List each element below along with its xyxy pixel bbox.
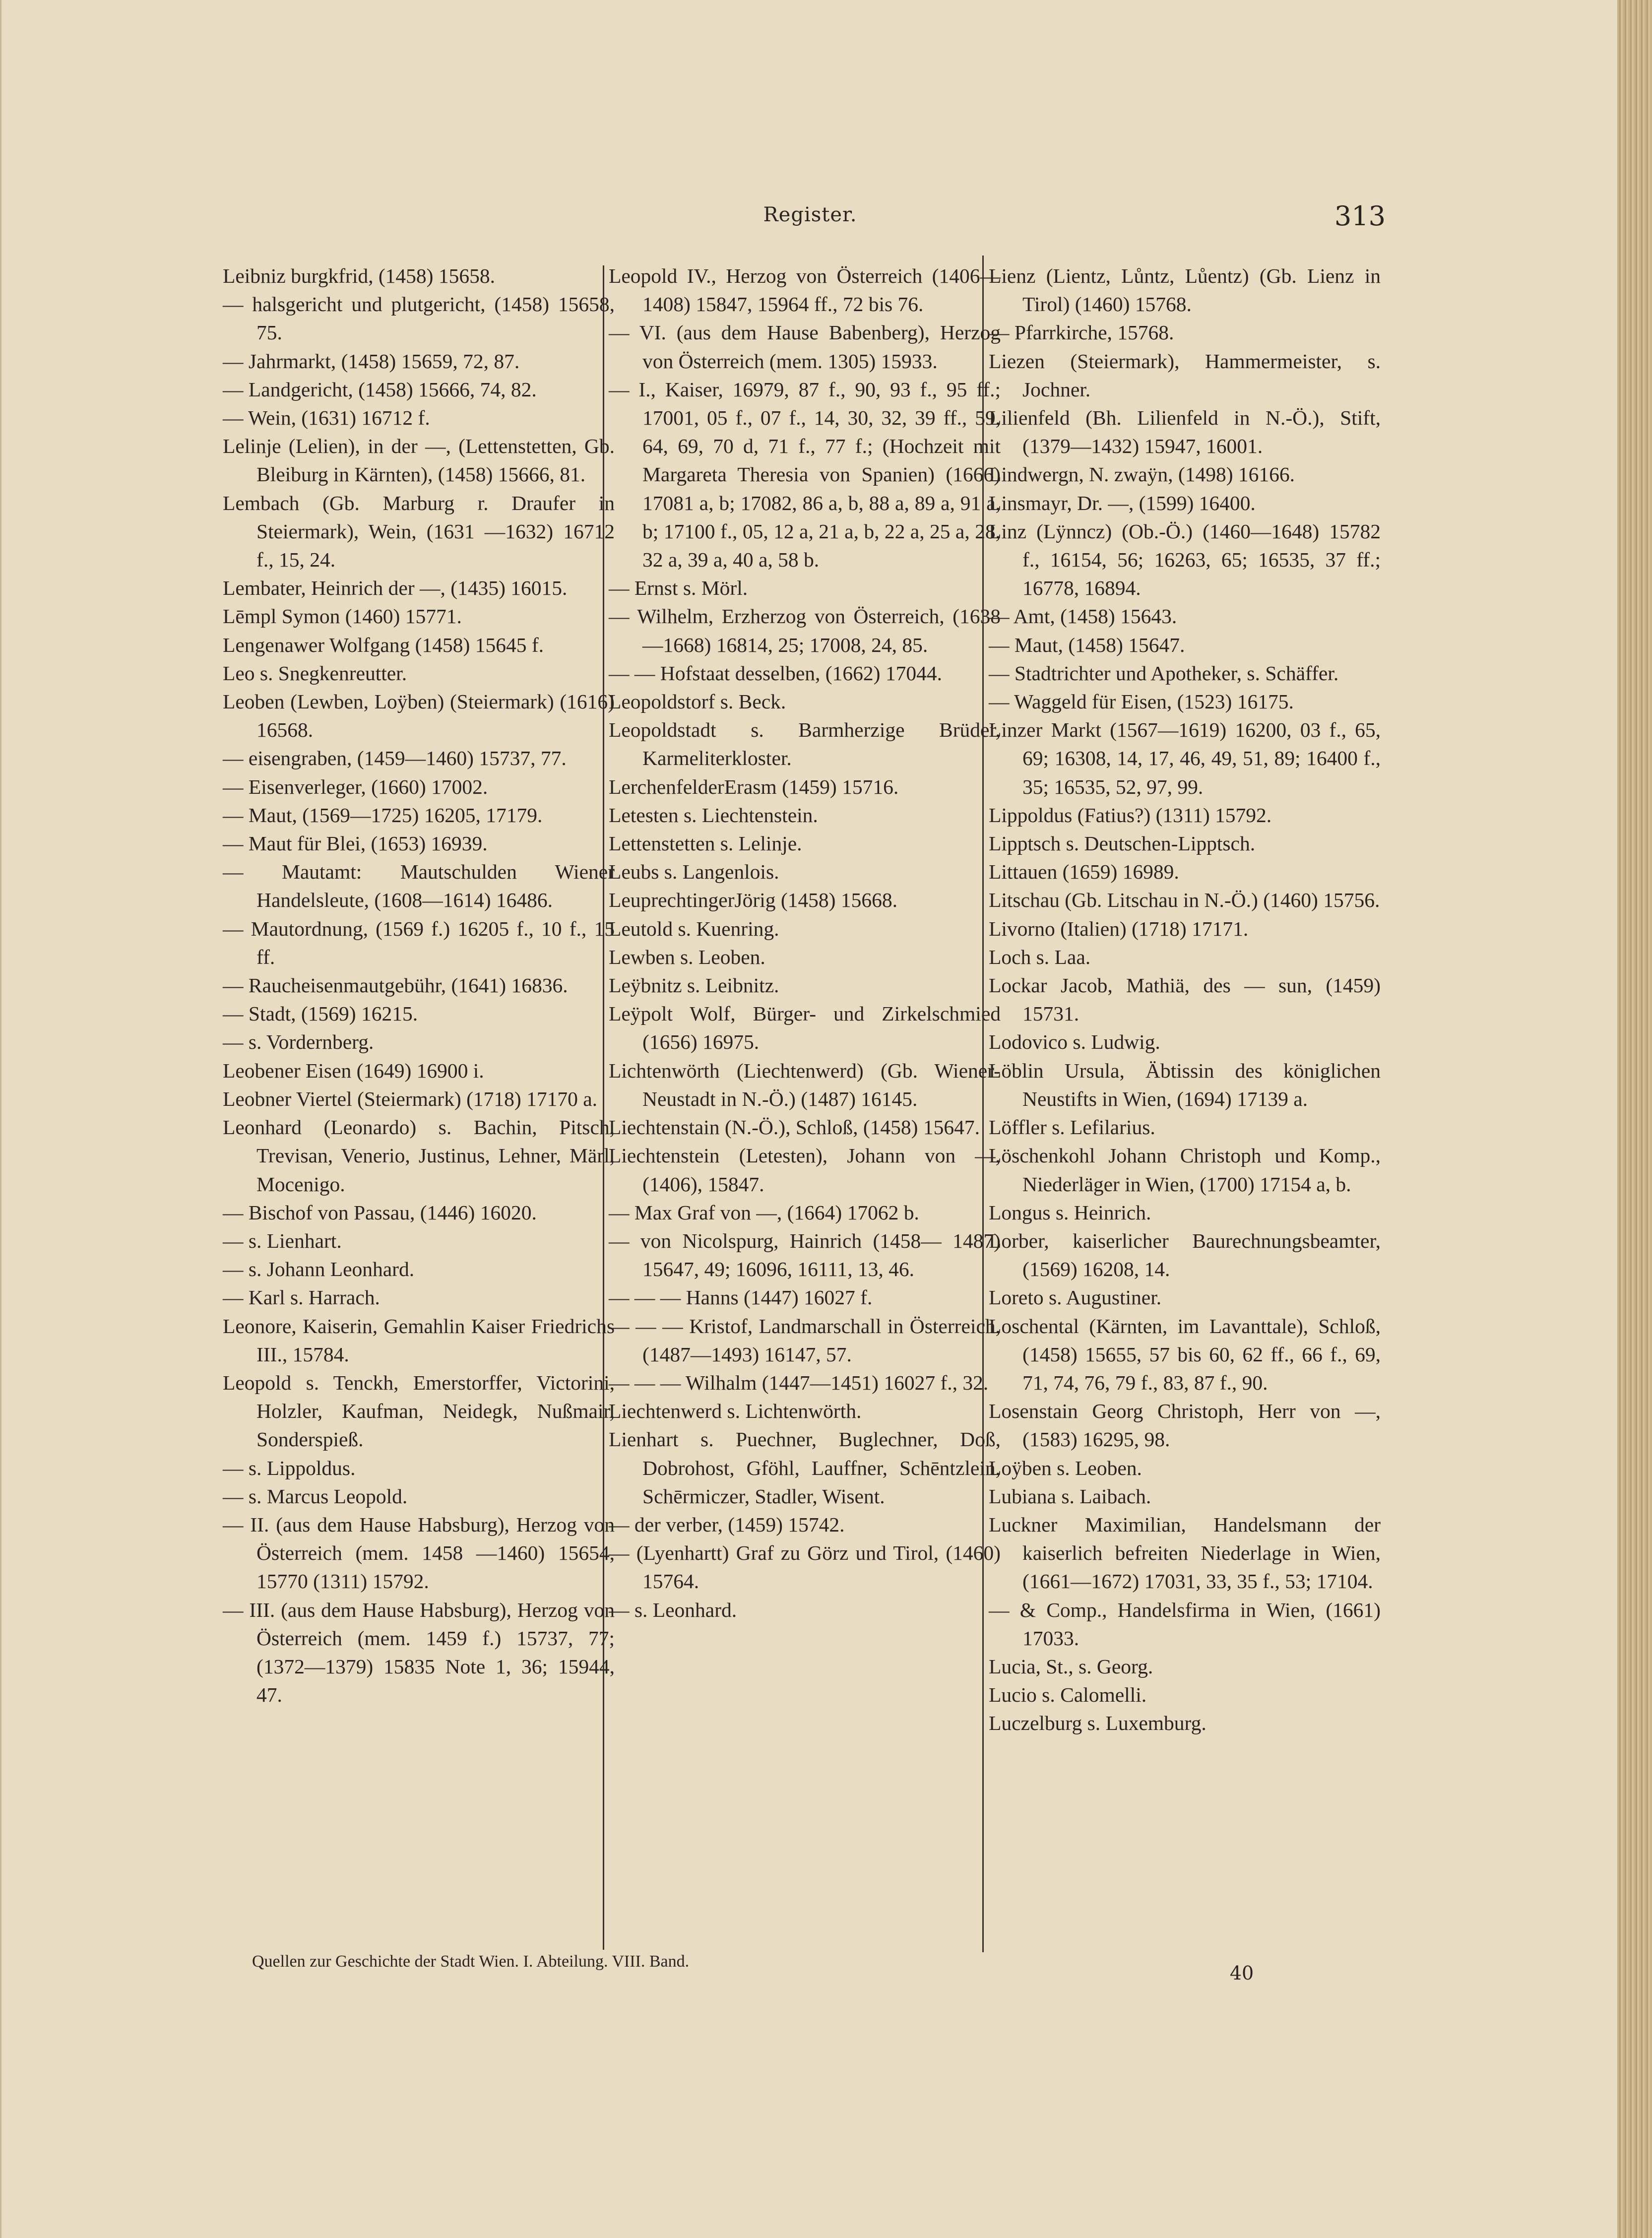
index-entry: — Mautordnung, (1569 f.) 16205 f., 10 f., 15 ff. [223, 917, 615, 968]
index-entry: Leibniz burgkfrid, (1458) 15658. [223, 264, 496, 287]
index-entry: Leÿpolt Wolf, Bürger- und Zirkelschmied (1656) 16975. [609, 1002, 1001, 1054]
index-entry: — Maut für Blei, (1653) 16939. [223, 832, 488, 855]
index-entry: Leopoldstadt s. Barmherzige Brüder, Karmeliterkloster. [609, 718, 1001, 770]
index-entry: Leo s. Snegkenreutter. [223, 661, 407, 685]
index-entry: Luckner Maximilian, Handelsmann der kaiserlich befreiten Niederlage in Wien, (1661—1672) 17031, 33, 35 f., 53; 17104. [989, 1513, 1381, 1593]
index-entry: Lorber, kaiserlicher Baurechnungsbeamter, (1569) 16208, 14. [989, 1229, 1381, 1281]
index-entry: — Raucheisenmautgebühr, (1641) 16836. [223, 974, 568, 997]
index-column-2 [609, 262, 1001, 1624]
footer-signature: 40 [1229, 1962, 1254, 1984]
index-entry: — eisengraben, (1459—1460) 15737, 77. [223, 747, 567, 770]
index-entry: — s. Lippoldus. [223, 1456, 356, 1479]
index-entry: Leoben (Lewben, Loÿben) (Steiermark) (1616) 16568. [223, 690, 615, 742]
index-entry: Leonore, Kaiserin, Gemahlin Kaiser Friedrichs III., 15784. [223, 1314, 615, 1366]
index-entry: Löffler s. Lefilarius. [989, 1116, 1155, 1139]
index-entry: Lucio s. Calomelli. [989, 1683, 1147, 1707]
index-entry: — s. Marcus Leopold. [223, 1484, 408, 1508]
index-entry: Lelinje (Lelien), in der —, (Lettenstetten, Gb. Bleiburg in Kärnten), (1458) 15666, 81. [223, 435, 615, 486]
index-entry: Lucia, St., s. Georg. [989, 1655, 1153, 1678]
index-entry: Leonhard (Leonardo) s. Bachin, Pitsch, Trevisan, Venerio, Justinus, Lehner, Märl, Mocenigo. [223, 1116, 615, 1196]
index-entry: — halsgericht und plutgericht, (1458) 15658, 75. [223, 293, 615, 344]
index-entry: — Waggeld für Eisen, (1523) 16175. [989, 690, 1294, 713]
index-entry: Leopoldstorf s. Beck. [609, 690, 786, 713]
index-entry: — s. Johann Leonhard. [223, 1258, 415, 1281]
index-entry: Lewben s. Leoben. [609, 945, 765, 968]
index-entry: Lubiana s. Laibach. [989, 1484, 1151, 1508]
index-entry: Littauen (1659) 16989. [989, 860, 1179, 884]
index-entry: — Maut, (1569—1725) 16205, 17179. [223, 803, 543, 827]
index-entry: Linzer Markt (1567—1619) 16200, 03 f., 65, 69; 16308, 14, 17, 46, 49, 51, 89; 16400 f., 35; 16535, 52, 97, 99. [989, 718, 1381, 798]
index-entry: — Bischof von Passau, (1446) 16020. [223, 1201, 537, 1224]
index-entry: Lengenawer Wolfgang (1458) 15645 f. [223, 633, 544, 656]
index-entry: — Mautamt: Mautschulden Wiener Handelsleute, (1608—1614) 16486. [223, 860, 615, 912]
index-entry: Liechtenstain (N.-Ö.), Schloß, (1458) 15647. [609, 1116, 980, 1139]
index-entry: Lettenstetten s. Lelinje. [609, 832, 802, 855]
page-edges [1617, 0, 1652, 2238]
index-entry: — der verber, (1459) 15742. [609, 1513, 845, 1536]
index-entry: Löblin Ursula, Äbtissin des königlichen Neustifts in Wien, (1694) 17139 a. [989, 1059, 1381, 1110]
index-entry: — Wilhelm, Erzherzog von Österreich, (1638—1668) 16814, 25; 17008, 24, 85. [609, 605, 1001, 656]
index-entry: Livorno (Italien) (1718) 17171. [989, 917, 1249, 940]
index-column-3 [989, 262, 1381, 1738]
index-entry: Leopold IV., Herzog von Österreich (1406—1408) 15847, 15964 ff., 72 bis 76. [609, 264, 1001, 316]
index-entry: Lembater, Heinrich der —, (1435) 16015. [223, 576, 568, 600]
footer-source-line: Quellen zur Geschichte der Stadt Wien. I. Abteilung. VIII. Band. [252, 1952, 690, 1971]
index-entry: — s. Vordernberg. [223, 1030, 374, 1054]
index-entry: — Amt, (1458) 15643. [989, 605, 1177, 628]
index-entry: — Pfarrkirche, 15768. [989, 321, 1174, 344]
index-entry: — Wein, (1631) 16712 f. [223, 406, 430, 430]
index-entry: — Max Graf von —, (1664) 17062 b. [609, 1201, 919, 1224]
index-entry: Leÿbnitz s. Leibnitz. [609, 974, 779, 997]
index-entry: — Jahrmarkt, (1458) 15659, 72, 87. [223, 349, 520, 373]
index-entry: Leopold s. Tenckh, Emerstorffer, Victorini, Holzler, Kaufman, Neidegk, Nußmair, Sonderspieß. [223, 1371, 615, 1451]
index-entry: Löschenkohl Johann Christoph und Komp., Niederläger in Wien, (1700) 17154 a, b. [989, 1144, 1381, 1196]
index-entry: — s. Lienhart. [223, 1229, 342, 1252]
index-entry: Lodovico s. Ludwig. [989, 1030, 1160, 1054]
index-column-1 [223, 262, 615, 1709]
index-entry: Longus s. Heinrich. [989, 1201, 1151, 1224]
index-entry: Lienhart s. Puechner, Buglechner, Doß, Dobrohost, Gföhl, Lauffner, Schēntzlein, Schērmiczer, Stadler, Wisent. [609, 1428, 1001, 1508]
index-entry: Leubs s. Langenlois. [609, 860, 779, 884]
index-entry: Lipptsch s. Deutschen-Lipptsch. [989, 832, 1256, 855]
index-entry: — (Lyenhartt) Graf zu Görz und Tirol, (1460) 15764. [609, 1541, 1001, 1593]
index-entry: Lichtenwörth (Liechtenwerd) (Gb. Wiener-Neustadt in N.-Ö.) (1487) 16145. [609, 1059, 1001, 1110]
index-entry: Luczelburg s. Luxemburg. [989, 1712, 1207, 1735]
index-entry: Lindwergn, N. zwaÿn, (1498) 16166. [989, 463, 1295, 486]
index-entry: Lienz (Lientz, Lůntz, Lůentz) (Gb. Lienz in Tirol) (1460) 15768. [989, 264, 1381, 316]
index-entry: — Stadtrichter und Apotheker, s. Schäffer. [989, 661, 1339, 685]
index-entry: Lilienfeld (Bh. Lilienfeld in N.-Ö.), Stift, (1379—1432) 15947, 16001. [989, 406, 1381, 458]
index-entry: Liezen (Steiermark), Hammermeister, s. Jochner. [989, 349, 1381, 401]
running-header: Register. [763, 203, 857, 226]
index-entry: — I., Kaiser, 16979, 87 f., 90, 93 f., 95 ff.; 17001, 05 f., 07 f., 14, 30, 32, 39 ff., 59, 64, 69, 70 d, 71 f., 77 f.; (Hochzeit mit Margareta Theresia von Spanien) (1666) 17081 a, b; 17082, 86 a, b, 88 a, 89 a, 91 a, b; 17100 f., 05, 12 a, 21 a, b, 22 a, 25 a, 28, 32 a, 39 a, 40 a, 58 b. [609, 378, 1001, 572]
index-entry: Loreto s. Augustiner. [989, 1286, 1162, 1309]
index-entry: — Landgericht, (1458) 15666, 74, 82. [223, 378, 537, 401]
index-entry: — Karl s. Harrach. [223, 1286, 380, 1309]
index-entry: Leutold s. Kuenring. [609, 917, 779, 940]
index-entry: Leobener Eisen (1649) 16900 i. [223, 1059, 484, 1082]
index-entry: Liechtenwerd s. Lichtenwörth. [609, 1400, 862, 1423]
index-entry: Losenstain Georg Christoph, Herr von —, (1583) 16295, 98. [989, 1400, 1381, 1451]
index-entry: — — — Hanns (1447) 16027 f. [609, 1286, 873, 1309]
index-entry: Lēmpl Symon (1460) 15771. [223, 605, 462, 628]
index-entry: Lippoldus (Fatius?) (1311) 15792. [989, 803, 1272, 827]
index-entry: Linsmayr, Dr. —, (1599) 16400. [989, 491, 1256, 514]
index-entry: Litschau (Gb. Litschau in N.-Ö.) (1460) 15756. [989, 889, 1380, 912]
index-entry: — & Comp., Handelsfirma in Wien, (1661) 17033. [989, 1598, 1381, 1650]
index-entry: — — Hofstaat desselben, (1662) 17044. [609, 661, 942, 685]
index-entry: — Eisenverleger, (1660) 17002. [223, 775, 488, 798]
index-entry: LerchenfelderErasm (1459) 15716. [609, 775, 899, 798]
index-entry: — III. (aus dem Hause Habsburg), Herzog von Österreich (mem. 1459 f.) 15737, 77; (1372—1379) 15835 Note 1, 36; 15944, 47. [223, 1598, 615, 1707]
index-entry: Loschental (Kärnten, im Lavanttale), Schloß, (1458) 15655, 57 bis 60, 62 ff., 66 f., 69, 71, 74, 76, 79 f., 83, 87 f., 90. [989, 1314, 1381, 1394]
index-entry: — — — Wilhalm (1447—1451) 16027 f., 32. [609, 1371, 989, 1394]
page-number: 313 [1334, 200, 1386, 232]
index-entry: Loÿben s. Leoben. [989, 1456, 1142, 1479]
index-entry: Letesten s. Liechtenstein. [609, 803, 818, 827]
index-entry: Loch s. Laa. [989, 945, 1091, 968]
index-entry: Liechtenstein (Letesten), Johann von —, (1406), 15847. [609, 1144, 1001, 1196]
index-entry: — von Nicolspurg, Hainrich (1458— 1487) 15647, 49; 16096, 16111, 13, 46. [609, 1229, 1001, 1281]
index-entry: Linz (Lÿnncz) (Ob.-Ö.) (1460—1648) 15782 f., 16154, 56; 16263, 65; 16535, 37 ff.; 16778, 16894. [989, 519, 1381, 600]
index-entry: LeuprechtingerJörig (1458) 15668. [609, 889, 897, 912]
index-entry: — VI. (aus dem Hause Babenberg), Herzog von Österreich (mem. 1305) 15933. [609, 321, 1001, 373]
index-entry: — Maut, (1458) 15647. [989, 633, 1185, 656]
index-entry: — Ernst s. Mörl. [609, 576, 748, 600]
index-entry: Leobner Viertel (Steiermark) (1718) 17170 a. [223, 1087, 598, 1110]
index-entry: Lockar Jacob, Mathiä, des — sun, (1459) 15731. [989, 974, 1381, 1025]
index-entry: — s. Leonhard. [609, 1598, 737, 1621]
index-entry: — II. (aus dem Hause Habsburg), Herzog von Österreich (mem. 1458 —1460) 15654, 15770 (1311) 15792. [223, 1513, 615, 1593]
index-entry: Lembach (Gb. Marburg r. Draufer in Steiermark), Wein, (1631 —1632) 16712 f., 15, 24. [223, 491, 615, 572]
index-entry: — Stadt, (1569) 16215. [223, 1002, 418, 1025]
index-entry: — — — Kristof, Landmarschall in Österreich, (1487—1493) 16147, 57. [609, 1314, 1001, 1366]
